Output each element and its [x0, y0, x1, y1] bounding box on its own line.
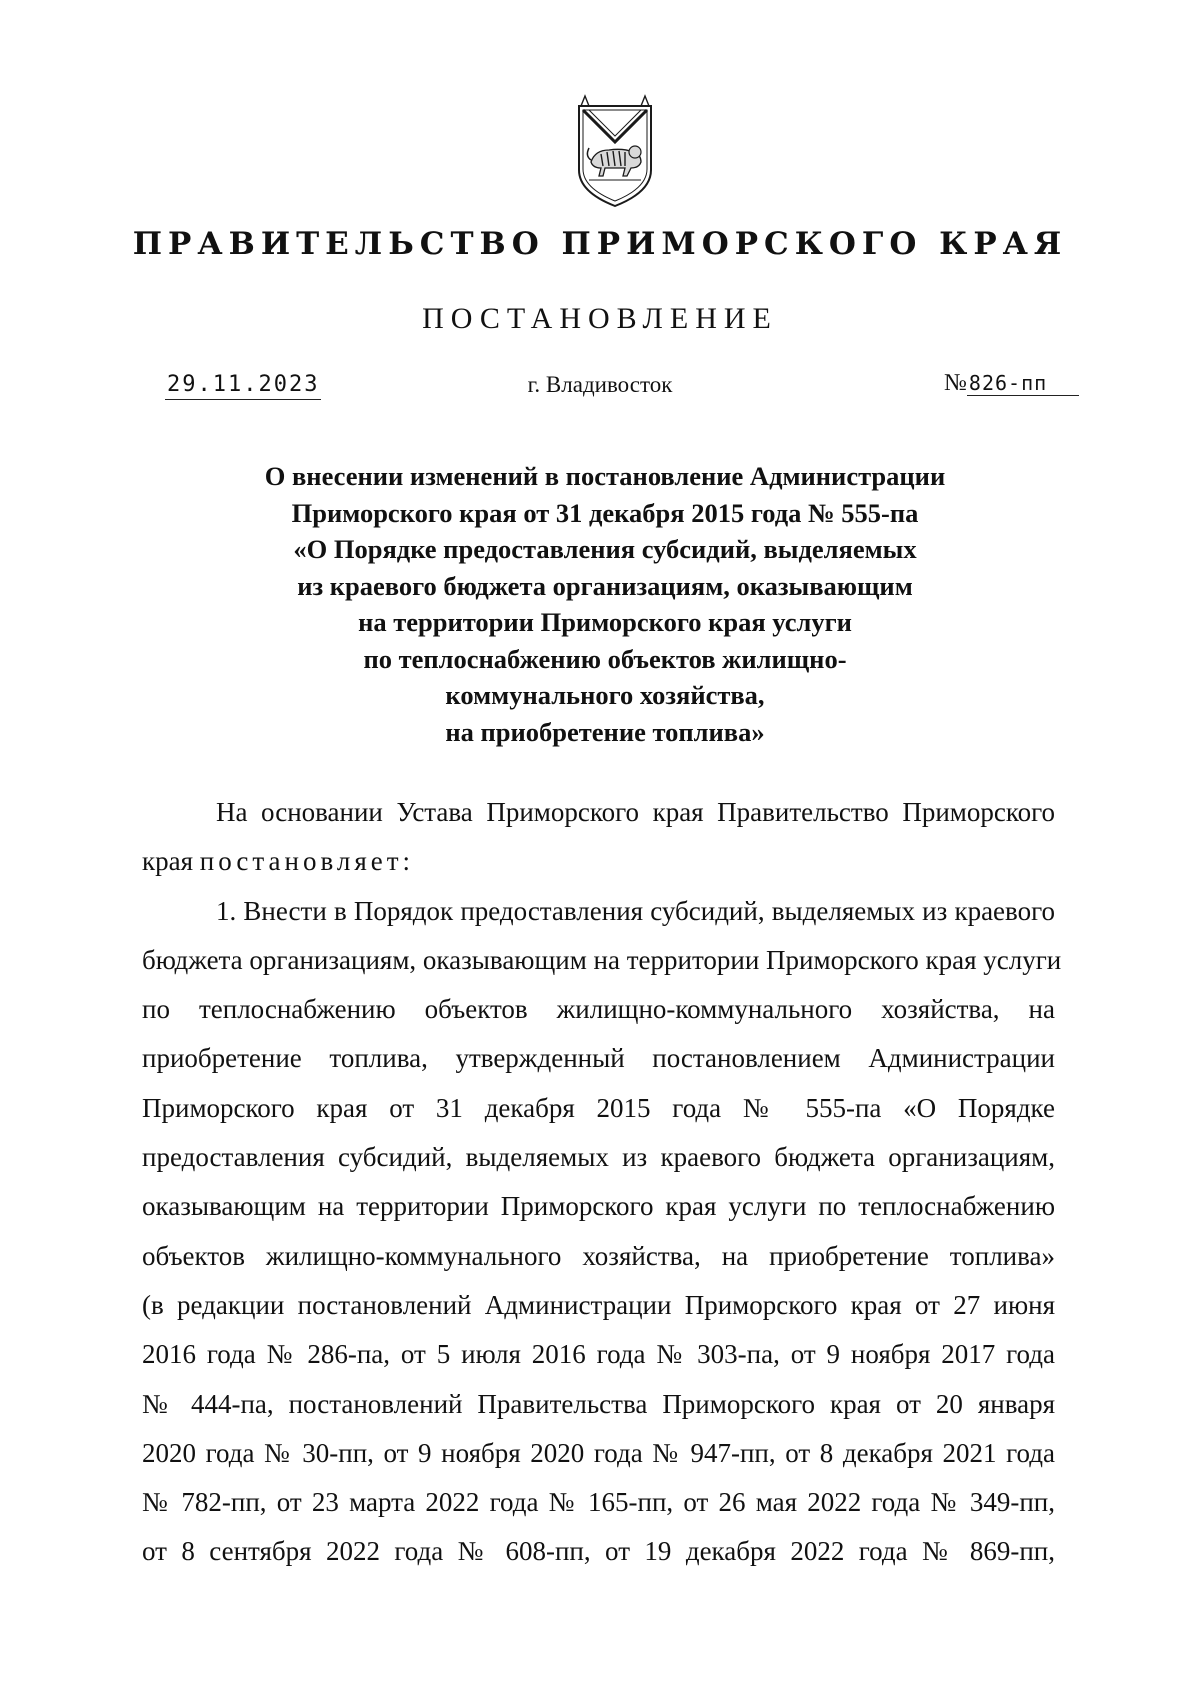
organization-title: ПРАВИТЕЛЬСТВО ПРИМОРСКОГО КРАЯ [132, 226, 1068, 262]
number-value: 826-пп [967, 371, 1079, 396]
heading-line: по теплоснабжению объектов жилищно- [363, 643, 847, 674]
body-line: 2020 года № 30-пп, от 9 ноября 2020 года № 947-пп, от 8 декабря 2021 года [142, 1437, 1055, 1468]
body-line: 2016 года № 286-па, от 5 июля 2016 года № 303-па, от 9 ноября 2017 года [142, 1339, 1055, 1370]
body-line: предоставления субсидий, выделяемых из краевого бюджета организациям, [142, 1142, 1055, 1173]
body-line: по теплоснабжению объектов жилищно-коммунального хозяйства, на [142, 994, 1055, 1025]
heading-line: Приморского края от 31 декабря 2015 года № 555-па [291, 497, 919, 528]
heading-line: из краевого бюджета организациям, оказывающим [297, 570, 913, 601]
heading-line: О внесении изменений в постановление Администрации [264, 461, 946, 491]
document-body [142, 788, 1062, 1577]
heading-line: «О Порядке предоставления субсидий, выделяемых [293, 534, 917, 564]
document-heading [170, 458, 1040, 750]
body-line: бюджета организациям, оказывающим на территории Приморского края услуги [142, 944, 1062, 975]
body-line: 1. Внести в Порядок предоставления субсидий, выделяемых из краевого [216, 895, 1055, 926]
document-city: г. Владивосток [527, 372, 673, 397]
heading-line: коммунального хозяйства, [445, 680, 765, 710]
decree-word: постановляет: [199, 846, 415, 877]
body-line [142, 837, 1055, 886]
heading-line: на приобретение топлива» [445, 716, 765, 747]
paragraph-item-1 [142, 887, 1062, 1577]
body-line: На основании Устава Приморского края Правительство Приморского [216, 797, 1055, 827]
body-line: от 8 сентября 2022 года № 608-пп, от 19 декабря 2022 года № 869-пп, [142, 1536, 1055, 1567]
document-date: 29.11.2023 [165, 372, 321, 400]
document-number [944, 370, 1079, 397]
body-line: № 782-пп, от 23 марта 2022 года № 165-пп, от 26 мая 2022 года № 349-пп, [142, 1487, 1055, 1518]
number-sign: № [944, 370, 967, 396]
body-line: объектов жилищно-коммунального хозяйства, на приобретение топлива» [142, 1240, 1055, 1271]
coat-of-arms-icon [575, 92, 655, 210]
body-line: приобретение топлива, утвержденный постановлением Администрации [142, 1043, 1055, 1074]
document-type: ПОСТАНОВЛЕНИЕ [422, 302, 778, 335]
body-line: оказывающим на территории Приморского края услуги по теплоснабжению [142, 1191, 1055, 1222]
paragraph-preamble [142, 788, 1055, 887]
body-line: Приморского края от 31 декабря 2015 года № 555-па «О Порядке [142, 1092, 1055, 1123]
body-line-text: края [142, 846, 194, 877]
body-line: (в редакции постановлений Администрации Приморского края от 27 июня [142, 1289, 1055, 1320]
body-line: № 444-па, постановлений Правительства Приморского края от 20 января [142, 1388, 1055, 1419]
heading-line: на территории Приморского края услуги [358, 607, 852, 637]
